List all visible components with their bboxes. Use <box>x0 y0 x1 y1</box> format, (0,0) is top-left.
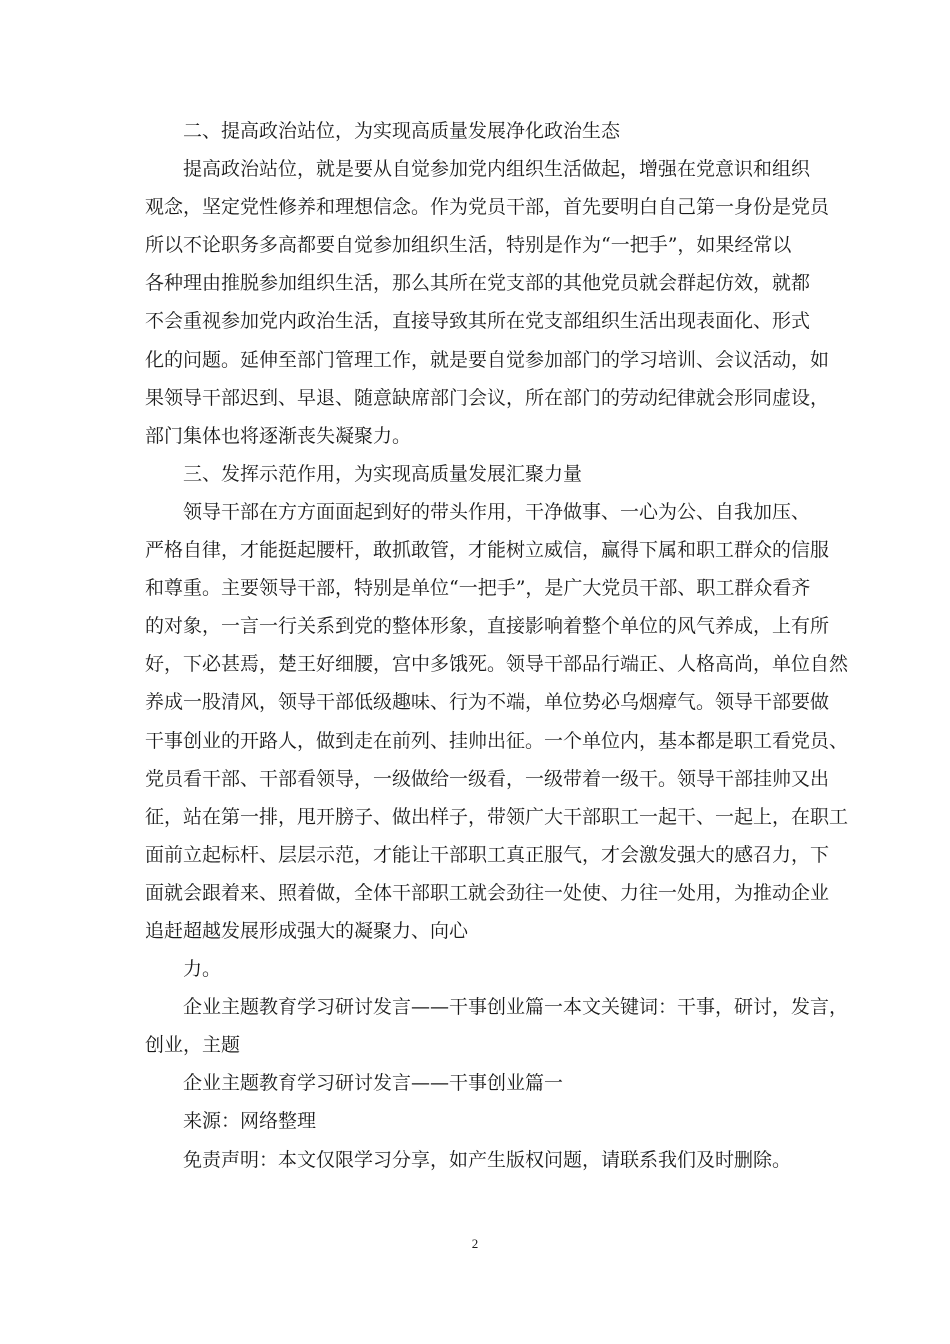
paragraph-line: 追赶超越发展形成强大的凝聚力、向心 <box>145 919 469 942</box>
paragraph-line: 果领导干部迟到、早退、随意缺席部门会议，所在部门的劳动纪律就会形同虚设， <box>145 386 830 409</box>
paragraph-line: 严格自律，才能挺起腰杆，敢抓敢管，才能树立威信，赢得下属和职工群众的信服 <box>145 539 830 562</box>
paragraph-line: 不会重视参加党内政治生活，直接导致其所在党支部组织生活出现表面化、形式 <box>145 310 811 333</box>
paragraph-line: 的对象，一言一行关系到党的整体形象，直接影响着整个单位的风气养成，上有所 <box>145 615 830 638</box>
paragraph-line: 力。 <box>183 958 222 981</box>
paragraph-line: 干事创业的开路人，做到走在前列、挂帅出征。一个单位内，基本都是职工看党员、 <box>145 729 849 752</box>
source-line: 来源：网络整理 <box>183 1110 317 1133</box>
paragraph-line: 所以不论职务多高都要自觉参加组织生活，特别是作为“一把手”，如果经常以 <box>145 234 792 257</box>
section-heading-3: 三、发挥示范作用，为实现高质量发展汇聚力量 <box>183 462 583 485</box>
paragraph-line: 面前立起标杆、层层示范，才能让干部职工真正服气，才会激发强大的感召力，下 <box>145 843 830 866</box>
paragraph-line: 面就会跟着来、照着做，全体干部职工就会劲往一处使、力往一处用，为推动企业 <box>145 881 830 904</box>
disclaimer-line: 免责声明：本文仅限学习分享，如产生版权问题，请联系我们及时删除。 <box>183 1148 792 1171</box>
paragraph-line: 部门集体也将逐渐丧失凝聚力。 <box>145 424 412 447</box>
section-heading-2: 二、提高政治站位，为实现高质量发展净化政治生态 <box>183 120 621 142</box>
paragraph-line: 化的问题。延伸至部门管理工作，就是要自觉参加部门的学习培训、会议活动，如 <box>145 348 830 371</box>
paragraph-line: 征，站在第一排，甩开膀子、做出样子，带领广大干部职工一起干、一起上，在职工 <box>145 805 849 828</box>
paragraph-line: 养成一股清风，领导干部低级趣味、行为不端，单位势必乌烟瘴气。领导干部要做 <box>145 691 830 714</box>
paragraph-line: 提高政治站位，就是要从自觉参加党内组织生活做起，增强在党意识和组织 <box>183 158 811 181</box>
keywords-line: 企业主题教育学习研讨发言——干事创业篇一本文关键词：干事，研讨，发言， <box>183 996 849 1019</box>
paragraph-line: 党员看干部、干部看领导，一级做给一级看，一级带着一级干。领导干部挂帅又出 <box>145 767 830 790</box>
article-title: 企业主题教育学习研讨发言——干事创业篇一 <box>183 1072 564 1095</box>
page-number: 2 <box>471 1236 479 1251</box>
document-body <box>145 112 849 1179</box>
paragraph-line: 好，下必甚焉，楚王好细腰，宫中多饿死。领导干部品行端正、人格高尚，单位自然 <box>145 653 849 676</box>
paragraph-line: 观念，坚定党性修养和理想信念。作为党员干部，首先要明白自己第一身份是党员 <box>145 196 830 219</box>
paragraph-line: 和尊重。主要领导干部，特别是单位“一把手”，是广大党员干部、职工群众看齐 <box>145 577 811 600</box>
keywords-line: 创业，主题 <box>145 1034 241 1057</box>
paragraph-line: 领导干部在方方面面起到好的带头作用，干净做事、一心为公、自我加压、 <box>183 500 811 523</box>
paragraph-line: 各种理由推脱参加组织生活，那么其所在党支部的其他党员就会群起仿效，就都 <box>145 272 811 295</box>
